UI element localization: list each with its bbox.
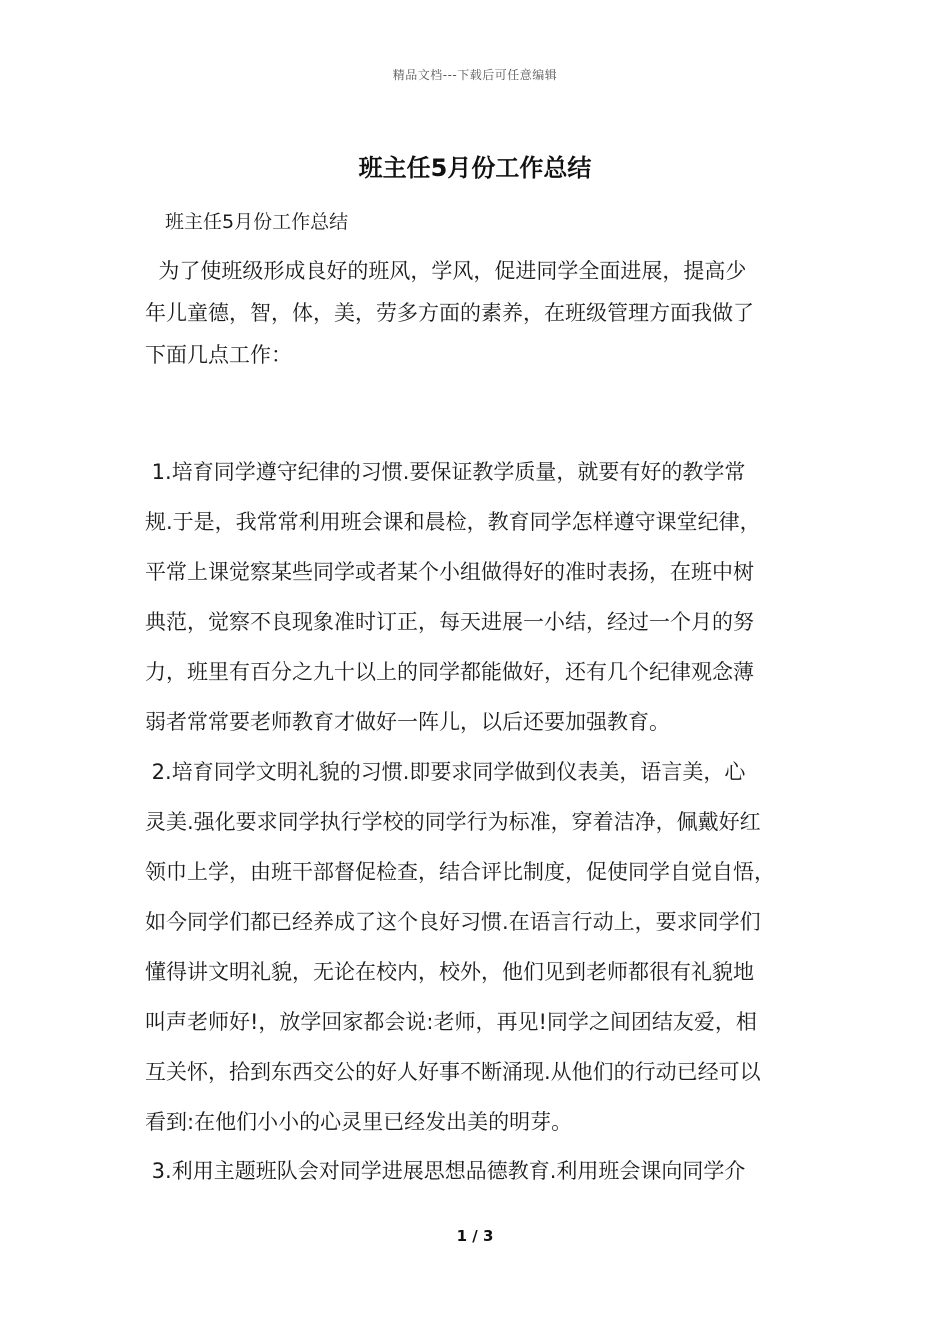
document-title: 班主任5月份工作总结 [358,154,592,182]
paragraph-item-2 [145,747,825,1147]
paragraph-line: 年儿童德，智，体，美，劳多方面的素养，在班级管理方面我做了 [145,301,754,325]
paragraph-line: 互关怀，拾到东西交公的好人好事不断涌现.从他们的行动已经可以 [145,1060,761,1084]
paragraph-line: 为了使班级形成良好的班风，学风，促进同学全面进展，提高少 [145,259,747,283]
document-subtitle: 班主任5月份工作总结 [165,211,349,233]
paragraph-line: 1.培育同学遵守纪律的习惯.要保证教学质量，就要有好的教学常 [145,460,746,484]
paragraph-line: 看到:在他们小小的心灵里已经发出美的明芽。 [145,1110,573,1134]
paragraph-line: 懂得讲文明礼貌，无论在校内，校外，他们见到老师都很有礼貌地 [145,960,754,984]
paragraph-line: 2.培育同学文明礼貌的习惯.即要求同学做到仪表美，语言美，心 [145,760,746,784]
paragraph-line: 叫声老师好!，放学回家都会说:老师，再见!同学之间团结友爱，相 [145,1010,757,1034]
paragraph-line: 下面几点工作： [145,343,292,367]
paragraph-intro [145,250,825,376]
paragraph-item-1 [145,447,825,747]
header-note: 精品文档---下载后可任意编辑 [392,68,558,82]
paragraph-line: 典范，觉察不良现象准时订正，每天进展一小结，经过一个月的努 [145,610,754,634]
paragraph-line: 平常上课觉察某些同学或者某个小组做得好的准时表扬，在班中树 [145,560,754,584]
paragraph-line: 3.利用主题班队会对同学进展思想品德教育.利用班会课向同学介 [145,1159,746,1183]
paragraph-item-3 [145,1146,825,1196]
paragraph-line: 规.于是，我常常利用班会课和晨检，教育同学怎样遵守课堂纪律， [145,510,761,534]
page-number: 1 / 3 [456,1227,494,1245]
paragraph-line: 弱者常常要老师教育才做好一阵儿，以后还要加强教育。 [145,710,670,734]
paragraph-line: 灵美.强化要求同学执行学校的同学行为标准，穿着洁净，佩戴好红 [145,810,761,834]
paragraph-line: 如今同学们都已经养成了这个良好习惯.在语言行动上，要求同学们 [145,910,761,934]
paragraph-line: 领巾上学，由班干部督促检查，结合评比制度，促使同学自觉自悟， [145,860,775,884]
paragraph-line: 力，班里有百分之九十以上的同学都能做好，还有几个纪律观念薄 [145,660,754,684]
